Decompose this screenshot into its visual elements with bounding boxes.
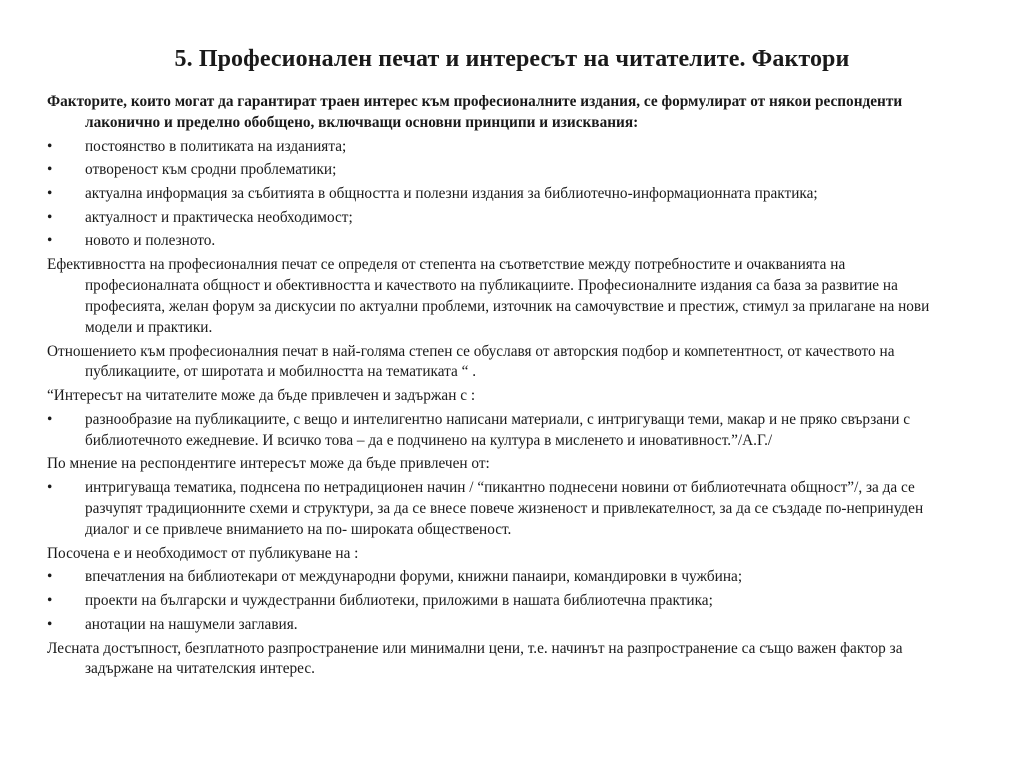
- bullet-icon: •: [47, 208, 53, 226]
- bullet-icon: •: [47, 615, 53, 633]
- bullet-item: [47, 231, 962, 252]
- bullet-text: проекти на български и чуждестранни библиотеки, приложими в нашата библиотечна практика;: [85, 592, 713, 610]
- bullet-icon: •: [47, 161, 53, 179]
- bullet-icon: •: [47, 232, 53, 250]
- bullet-item: [47, 591, 962, 612]
- bullet-text: актуалност и практическа необходимост;: [85, 208, 353, 226]
- bullet-icon: •: [47, 592, 53, 610]
- bullet-item: [47, 208, 962, 229]
- bullet-item: [47, 615, 962, 636]
- bullet-text: интригуваща тематика, поднсена по нетрадиционен начин / “пикантно поднесени новини от библиотечната общност”/, за да се разчупят традиционните схеми и структури, за да се внесе повече жизненост и привлекателност, за да се създаде по-непринуден диалог и се привлече вниманието на по- широката общественост.: [85, 479, 924, 538]
- bullet-item: [47, 478, 962, 541]
- bullet-text: впечатления на библиотекари от международни форуми, книжни панаири, командировки в чужбина;: [85, 568, 743, 586]
- slide-body: [47, 92, 962, 683]
- bullet-icon: •: [47, 568, 53, 586]
- bullet-text: разнообразие на публикациите, с вещо и интелигентно написани материали, с интригуващи теми, макар и не пряко свързани с библиотечното ежедневие. И всичко това – да е подчинено на култура в мисленето и иновативност.”/А.Г./: [85, 410, 911, 449]
- paragraph: Ефективността на професионалния печат се определя от степента на съответствие между потребностите и очакванията на професионалната общност и обективността и качеството на публикациите. Професионалните издания са база за развитие на професията, желан форум за дискусии по актуални проблеми, източник на самочувствие и престиж, стимул за прилагане на нови модели и практики.: [47, 256, 930, 336]
- paragraph: По мнение на респондентиге интересът може да бъде привлечен от:: [47, 455, 490, 473]
- bullet-item: [47, 567, 962, 588]
- bullet-item: [47, 160, 962, 181]
- intro-paragraph: Факторите, които могат да гарантират траен интерес към професионалните издания, се формулират от някои респонденти лаконично и пределно обобщено, включващи основни принципи и изисквания:: [47, 93, 903, 131]
- paragraph: Лесната достъпност, безплатното разпространение или минимални цени, т.е. начинът на разпространение са също важен фактор за задържане на читателския интерес.: [47, 639, 903, 678]
- paragraph: “Интересът на читателите може да бъде привлечен и задържан с :: [47, 387, 476, 405]
- bullet-text: актуална информация за събитията в общността и полезни издания за библиотечно-информационната практика;: [85, 185, 818, 203]
- bullet-item: [47, 137, 962, 158]
- bullet-text: анотации на нашумели заглавия.: [85, 615, 298, 633]
- bullet-text: новото и полезното.: [85, 232, 216, 250]
- paragraph: Отношението към професионалния печат в най-голяма степен се обуславя от авторския подбор и компетентност, от качеството на публикациите, от широтата и мобилността на тематиката “ .: [47, 342, 895, 381]
- bullet-icon: •: [47, 479, 53, 497]
- slide-title: 5. Професионален печат и интересът на читателите. Фактори: [174, 46, 850, 72]
- bullet-text: постоянство в политиката на изданията;: [85, 137, 347, 155]
- bullet-icon: •: [47, 410, 53, 428]
- bullet-icon: •: [47, 185, 53, 203]
- bullet-text: отвореност към сродни проблематики;: [85, 161, 337, 179]
- bullet-item: [47, 410, 962, 452]
- paragraph: Посочена е и необходимост от публикуване на :: [47, 544, 359, 562]
- bullet-item: [47, 184, 962, 205]
- bullet-icon: •: [47, 137, 53, 155]
